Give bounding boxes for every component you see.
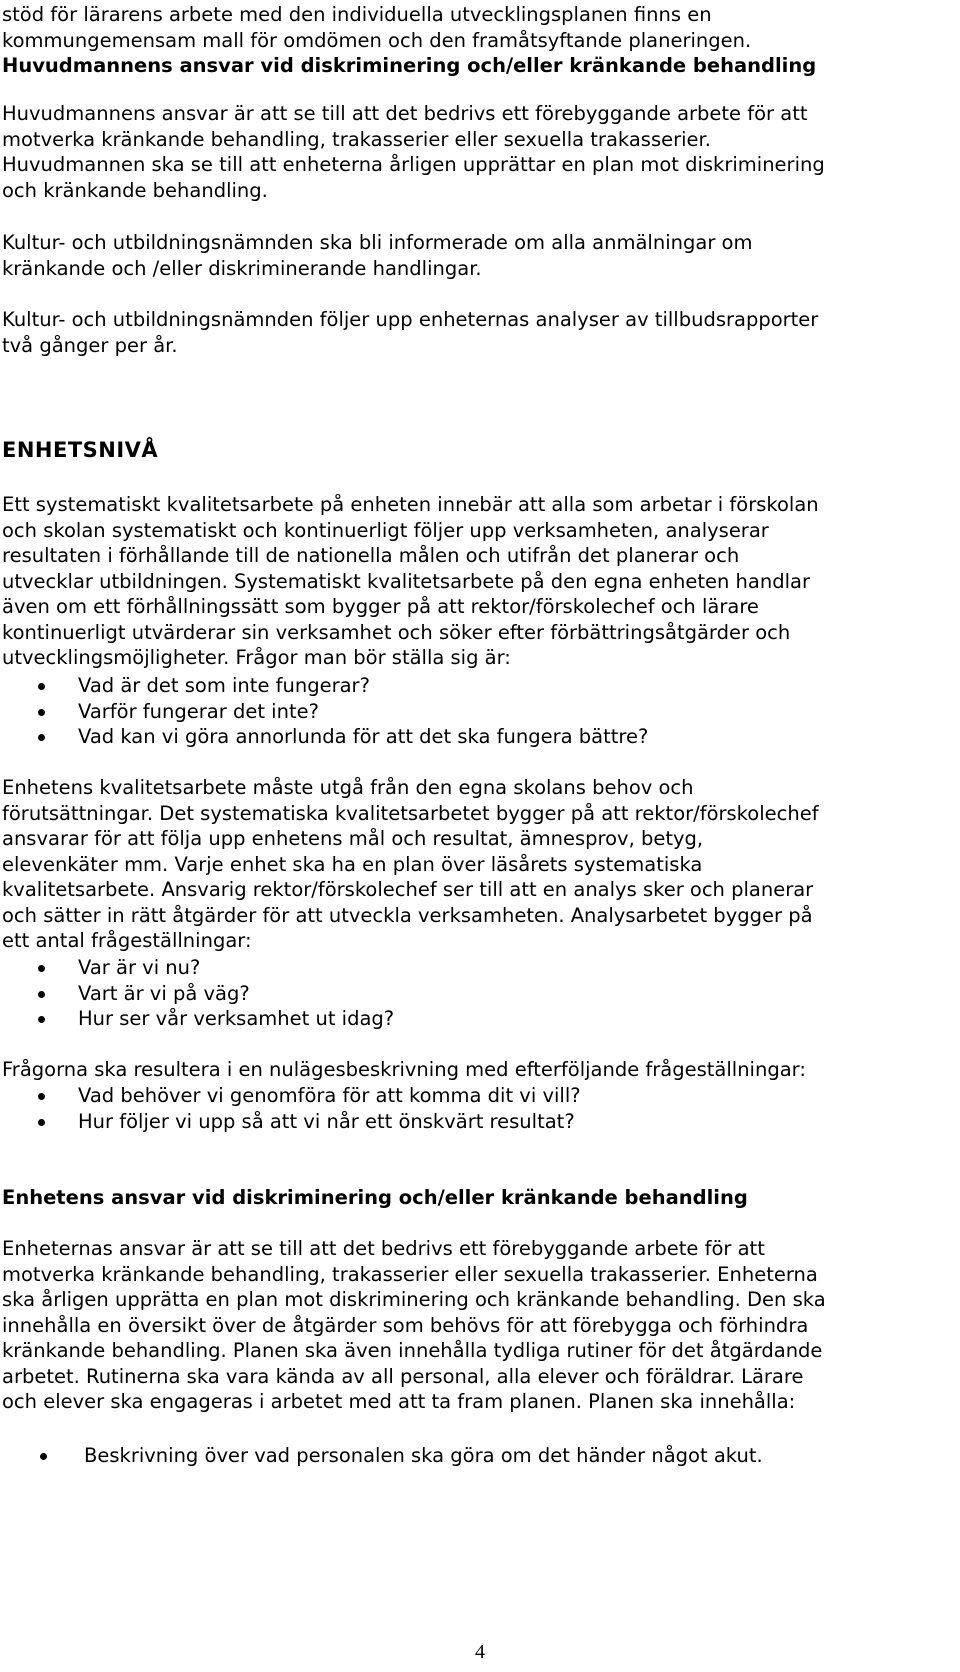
text-line: förutsättningar. Det systematiska kvalitetsarbetet bygger på att rektor/förskolechef [2, 801, 819, 825]
list-item-text: Hur följer vi upp så att vi når ett önskvärt resultat? [78, 1109, 575, 1133]
text-line: Enhetens kvalitetsarbete måste utgå från den egna skolans behov och [2, 776, 694, 799]
text-line: Kultur- och utbildningsnämnden följer upp enheternas analyser av tillbudsrapporter [2, 308, 819, 331]
text-line: Huvudmannens ansvar är att se till att det bedrivs ett förebyggande arbete för att [2, 102, 808, 125]
list-item [0, 1083, 945, 1109]
bullet-icon [38, 991, 45, 998]
paragraph-nulagesbeskrivning [2, 1057, 947, 1083]
text-line: Huvudmannen ska se till att enheterna årligen upprättar en plan mot diskriminering [2, 153, 825, 176]
heading-enhetens-ansvar [2, 1185, 947, 1211]
list-item [0, 699, 945, 725]
page-number: 4 [475, 1641, 485, 1663]
list-item-text: Var är vi nu? [78, 956, 201, 979]
bullet-icon [40, 1453, 47, 1460]
heading-text: Enhetens ansvar vid diskriminering och/eller kränkande behandling [2, 1186, 748, 1209]
bullet-list-planen [0, 1443, 945, 1469]
heading-text: Huvudmannens ansvar vid diskriminering och/eller kränkande behandling [2, 54, 817, 77]
text-line: kvalitetsarbete. Ansvarig rektor/förskolechef ser till att en analys sker och planerar [2, 878, 814, 901]
text-line: kommungemensam mall för omdömen och den framåtsyftande planeringen. [2, 28, 752, 52]
list-item-text: Varför fungerar det inte? [78, 699, 319, 723]
text-line: innehålla en översikt över de åtgärder som behövs för att förebygga och förhindra [2, 1313, 809, 1337]
paragraph-tillbudsrapporter [2, 307, 947, 358]
list-item-text: Hur ser vår verksamhet ut idag? [78, 1007, 395, 1030]
bullet-icon [38, 965, 45, 972]
text-line: ska årligen upprätta en plan mot diskriminering och kränkande behandling. Den ska [2, 1288, 826, 1311]
text-line: arbetet. Rutinerna ska vara kända av all personal, alla elever och föräldrar. Lärare [2, 1364, 804, 1388]
text-line: ett antal frågeställningar: [2, 929, 252, 952]
text-line: och kränkande behandling. [2, 178, 268, 202]
bullet-icon [38, 709, 45, 716]
list-item-text: Vad behöver vi genomföra för att komma dit vi vill? [78, 1084, 581, 1107]
list-item [0, 981, 945, 1007]
bullet-list-uppfoljning [0, 1083, 945, 1134]
list-item-text: Vart är vi på väg? [78, 981, 250, 1005]
bullet-icon [38, 734, 45, 741]
text-line: och sätter in rätt åtgärder för att utveckla verksamheten. Analysarbetet bygger på [2, 903, 813, 927]
text-line: Ett systematiskt kvalitetsarbete på enheten innebär att alla som arbetar i förskolan [2, 493, 819, 516]
bullet-list-fragor [0, 673, 945, 750]
paragraph-continued [2, 2, 947, 53]
bullet-list-fragestallningar [0, 955, 945, 1032]
text-line: motverka kränkande behandling, trakasserier eller sexuella trakasserier. Enheterna [2, 1262, 818, 1286]
list-item [0, 1006, 945, 1032]
list-item [0, 673, 945, 699]
list-item-text: Beskrivning över vad personalen ska göra om det händer något akut. [84, 1444, 763, 1467]
text-line: två gånger per år. [2, 333, 178, 357]
paragraph-systematiskt-kvalitetsarbete [2, 492, 947, 671]
paragraph-anmalningar [2, 230, 947, 281]
text-line: Frågorna ska resultera i en nulägesbeskrivning med efterföljande frågeställningar: [2, 1058, 806, 1081]
paragraph-enhetens-kvalitetsarbete [2, 775, 947, 954]
list-item-text: Vad kan vi göra annorlunda för att det ska fungera bättre? [78, 725, 649, 748]
list-item [0, 1109, 945, 1135]
text-line: Kultur- och utbildningsnämnden ska bli informerade om alla anmälningar om [2, 231, 753, 254]
list-item-text: Vad är det som inte fungerar? [78, 674, 370, 697]
text-line: och elever ska engageras i arbetet med att ta fram planen. Planen ska innehålla: [2, 1390, 796, 1413]
text-line: motverka kränkande behandling, trakasserier eller sexuella trakasserier. [2, 127, 711, 151]
bullet-icon [38, 1119, 45, 1126]
bullet-icon [38, 683, 45, 690]
text-line: Enheternas ansvar är att se till att det bedrivs ett förebyggande arbete för att [2, 1237, 765, 1260]
text-line: ansvarar för att följa upp enhetens mål och resultat, ämnesprov, betyg, [2, 827, 704, 850]
bullet-icon [38, 1016, 45, 1023]
paragraph-enheternas-ansvar [2, 1236, 947, 1415]
paragraph-huvudmannens-ansvar [2, 101, 947, 203]
heading-text: ENHETSNIVÅ [2, 438, 159, 462]
text-line: elevenkäter mm. Varje enhet ska ha en plan över läsårets systematiska [2, 852, 703, 876]
text-line: stöd för lärarens arbete med den individuella utvecklingsplanen finns en [2, 3, 712, 26]
heading-enhetsniva [2, 438, 947, 464]
text-line: kränkande och /eller diskriminerande handlingar. [2, 256, 482, 280]
text-line: kränkande behandling. Planen ska även innehålla tydliga rutiner för det åtgärdande [2, 1339, 823, 1362]
text-line: utvecklar utbildningen. Systematiskt kvalitetsarbete på den egna enheten handlar [2, 569, 810, 593]
list-item [0, 1443, 945, 1469]
text-line: kontinuerligt utvärderar sin verksamhet och söker efter förbättringsåtgärder och [2, 620, 791, 644]
list-item [0, 724, 945, 750]
text-line: utvecklingsmöjligheter. Frågor man bör ställa sig är: [2, 646, 511, 669]
bullet-icon [38, 1093, 45, 1100]
text-line: och skolan systematiskt och kontinuerligt följer upp verksamheten, analyserar [2, 518, 769, 542]
list-item [0, 955, 945, 981]
heading-huvudmannens-ansvar [2, 53, 947, 79]
text-line: resultaten i förhållande till de nationella målen och utifrån det planerar och [2, 544, 740, 567]
text-line: även om ett förhållningssätt som bygger på att rektor/förskolechef och lärare [2, 595, 759, 618]
